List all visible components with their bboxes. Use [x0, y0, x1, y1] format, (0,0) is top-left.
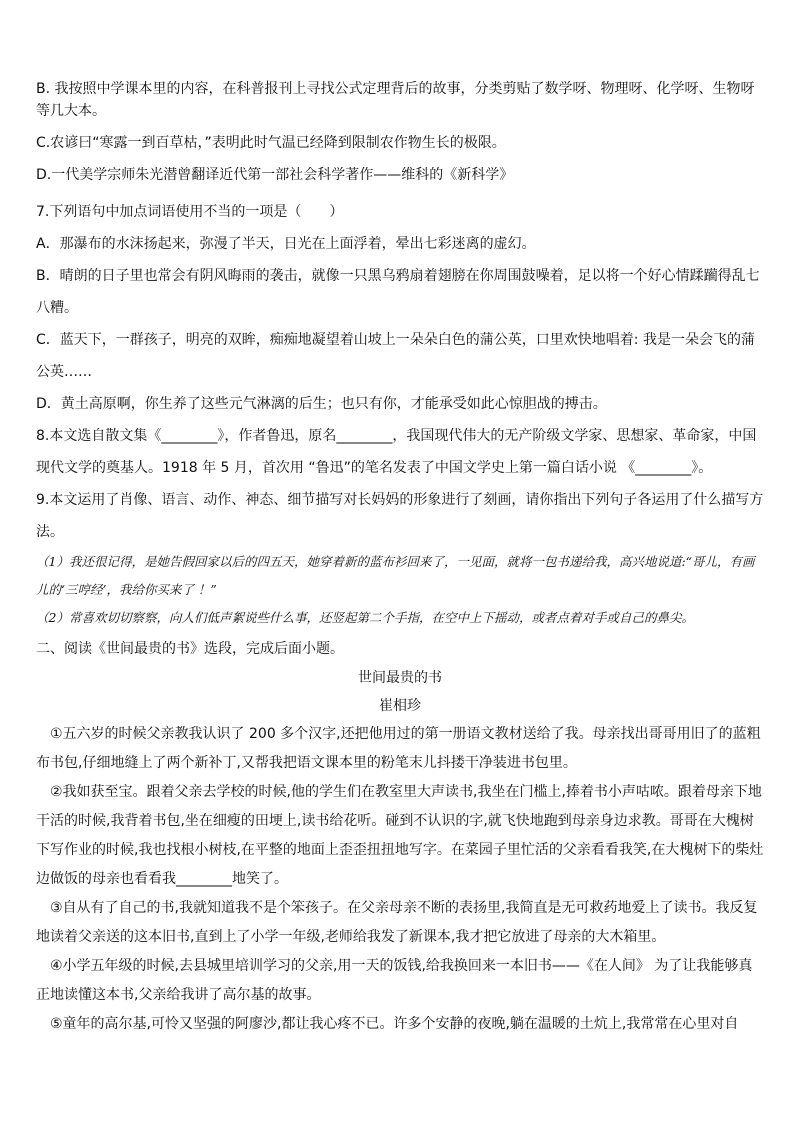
article-author: 崔相珍	[379, 698, 421, 714]
article-paragraph-3: ③自从有了自己的书,我就知道我不是个笨孩子。在父亲母亲不断的表扬里,我简直是无可救药地爱上了读书。我反复地读着父亲送的这本旧书,直到上了小学一年级,老师给我发了新课本,我才把它放进了母亲的大木箱里。	[36, 900, 758, 945]
section-2-heading: 二、阅读《世间最贵的书》选段，完成后面小题。	[36, 641, 344, 657]
question-7-option-b: B．晴朗的日子里也常会有阴风晦雨的袭击，就像一只黑乌鸦扇着翅膀在你周围鼓噪着，足以将一个好心情蹂躏得乱七八糟。	[36, 268, 760, 316]
question-7-option-a: A．那瀑布的水沫扬起来，弥漫了半天，日光在上面浮着，晕出七彩迷离的虚幻。	[36, 236, 536, 252]
article-paragraph-4: ④小学五年级的时候,去县城里培训学习的父亲,用一天的饭钱,给我换回来一本旧书——《在人间》 为了让我能够真正地读懂这本书,父亲给我讲了高尔基的故事。	[36, 958, 753, 1003]
question-7-stem: 7.下列语句中加点词语使用不当的一项是（ ）	[36, 204, 344, 220]
question-7-option-c: C．蓝天下，一群孩子，明亮的双眸，痴痴地凝望着山坡上一朵朵白色的蒲公英，口里欢快地唱着: 我是一朵会飞的蒲公英……	[36, 332, 755, 380]
article-paragraph-1: ①五六岁的时候父亲教我认识了 200 多个汉字,还把他用过的第一册语文教材送给了我。母亲找出哥哥用旧了的蓝粗布书包,仔细地缝上了两个新补丁,又帮我把语文课本里的粉笔末儿抖搂干净装进书包里。	[36, 726, 761, 771]
option-c-previous: C.农谚曰“寒露一到百草枯，”表明此时气温已经降到限制农作物生长的极限。	[36, 135, 506, 151]
question-9-sentence-2: （2）常喜欢切切察察，向人们低声絮说些什么事，还竖起第二个手指，在空中上下摇动，或者点着对手或自己的鼻尖。	[36, 610, 694, 625]
question-9-stem: 9.本文运用了肖像、语言、动作、神态、细节描写对长妈妈的形象进行了刻画，请你指出下列句子各运用了什么描写方法。	[36, 492, 764, 540]
article-paragraph-5: ⑤童年的高尔基,可怜又坚强的阿廖沙,都让我心疼不已。许多个安静的夜晚,躺在温暖的土炕上,我常常在心里对自	[50, 1016, 739, 1032]
article-title: 世间最贵的书	[358, 670, 442, 686]
question-8: 8.本文选自散文集《________》，作者鲁迅，原名________，我国现代伟大的无产阶级文学家、思想家、革命家，中国现代文学的奠基人。1918 年 5 月，首次用 “鲁迅”的笔名发表了中国文学史上第一篇白话小说 《________》。	[36, 428, 757, 476]
article-paragraph-2: ②我如获至宝。跟着父亲去学校的时候,他的学生们在教室里大声读书,我坐在门槛上,捧着书小声咕哝。跟着母亲下地干活的时候,我背着书包,坐在细瘦的田埂上,读书给花听。碰到不认识的字,就飞快地跑到母亲身边求教。哥哥在大槐树下写作业的时候,我也找根小树枝,在平整的地面上歪歪扭扭地写字。在菜园子里忙活的父亲看看我笑,在大槐树下的柴灶边做饭的母亲也看看我________地笑了。	[36, 784, 764, 887]
option-b-previous: B. 我按照中学课本里的内容，在科普报刊上寻找公式定理背后的故事，分类剪贴了数学呀、物理呀、化学呀、生物呀等几大本。	[36, 81, 755, 119]
question-9-sentence-1: （1）我还很记得，是她告假回家以后的四五天，她穿着新的蓝布衫回来了，一见面，就将一包书递给我，高兴地说道:“哥儿，有画儿的‘三哼经’，我给你买来了 ！”	[36, 554, 755, 597]
option-d-previous: D.一代美学宗师朱光潜曾翻译近代第一部社会科学著作——维科的《新科学》	[36, 167, 514, 183]
question-7-option-d: D．黄土高原啊，你生养了这些元气淋漓的后生；也只有你，才能承受如此心惊胆战的搏击。	[36, 396, 607, 412]
